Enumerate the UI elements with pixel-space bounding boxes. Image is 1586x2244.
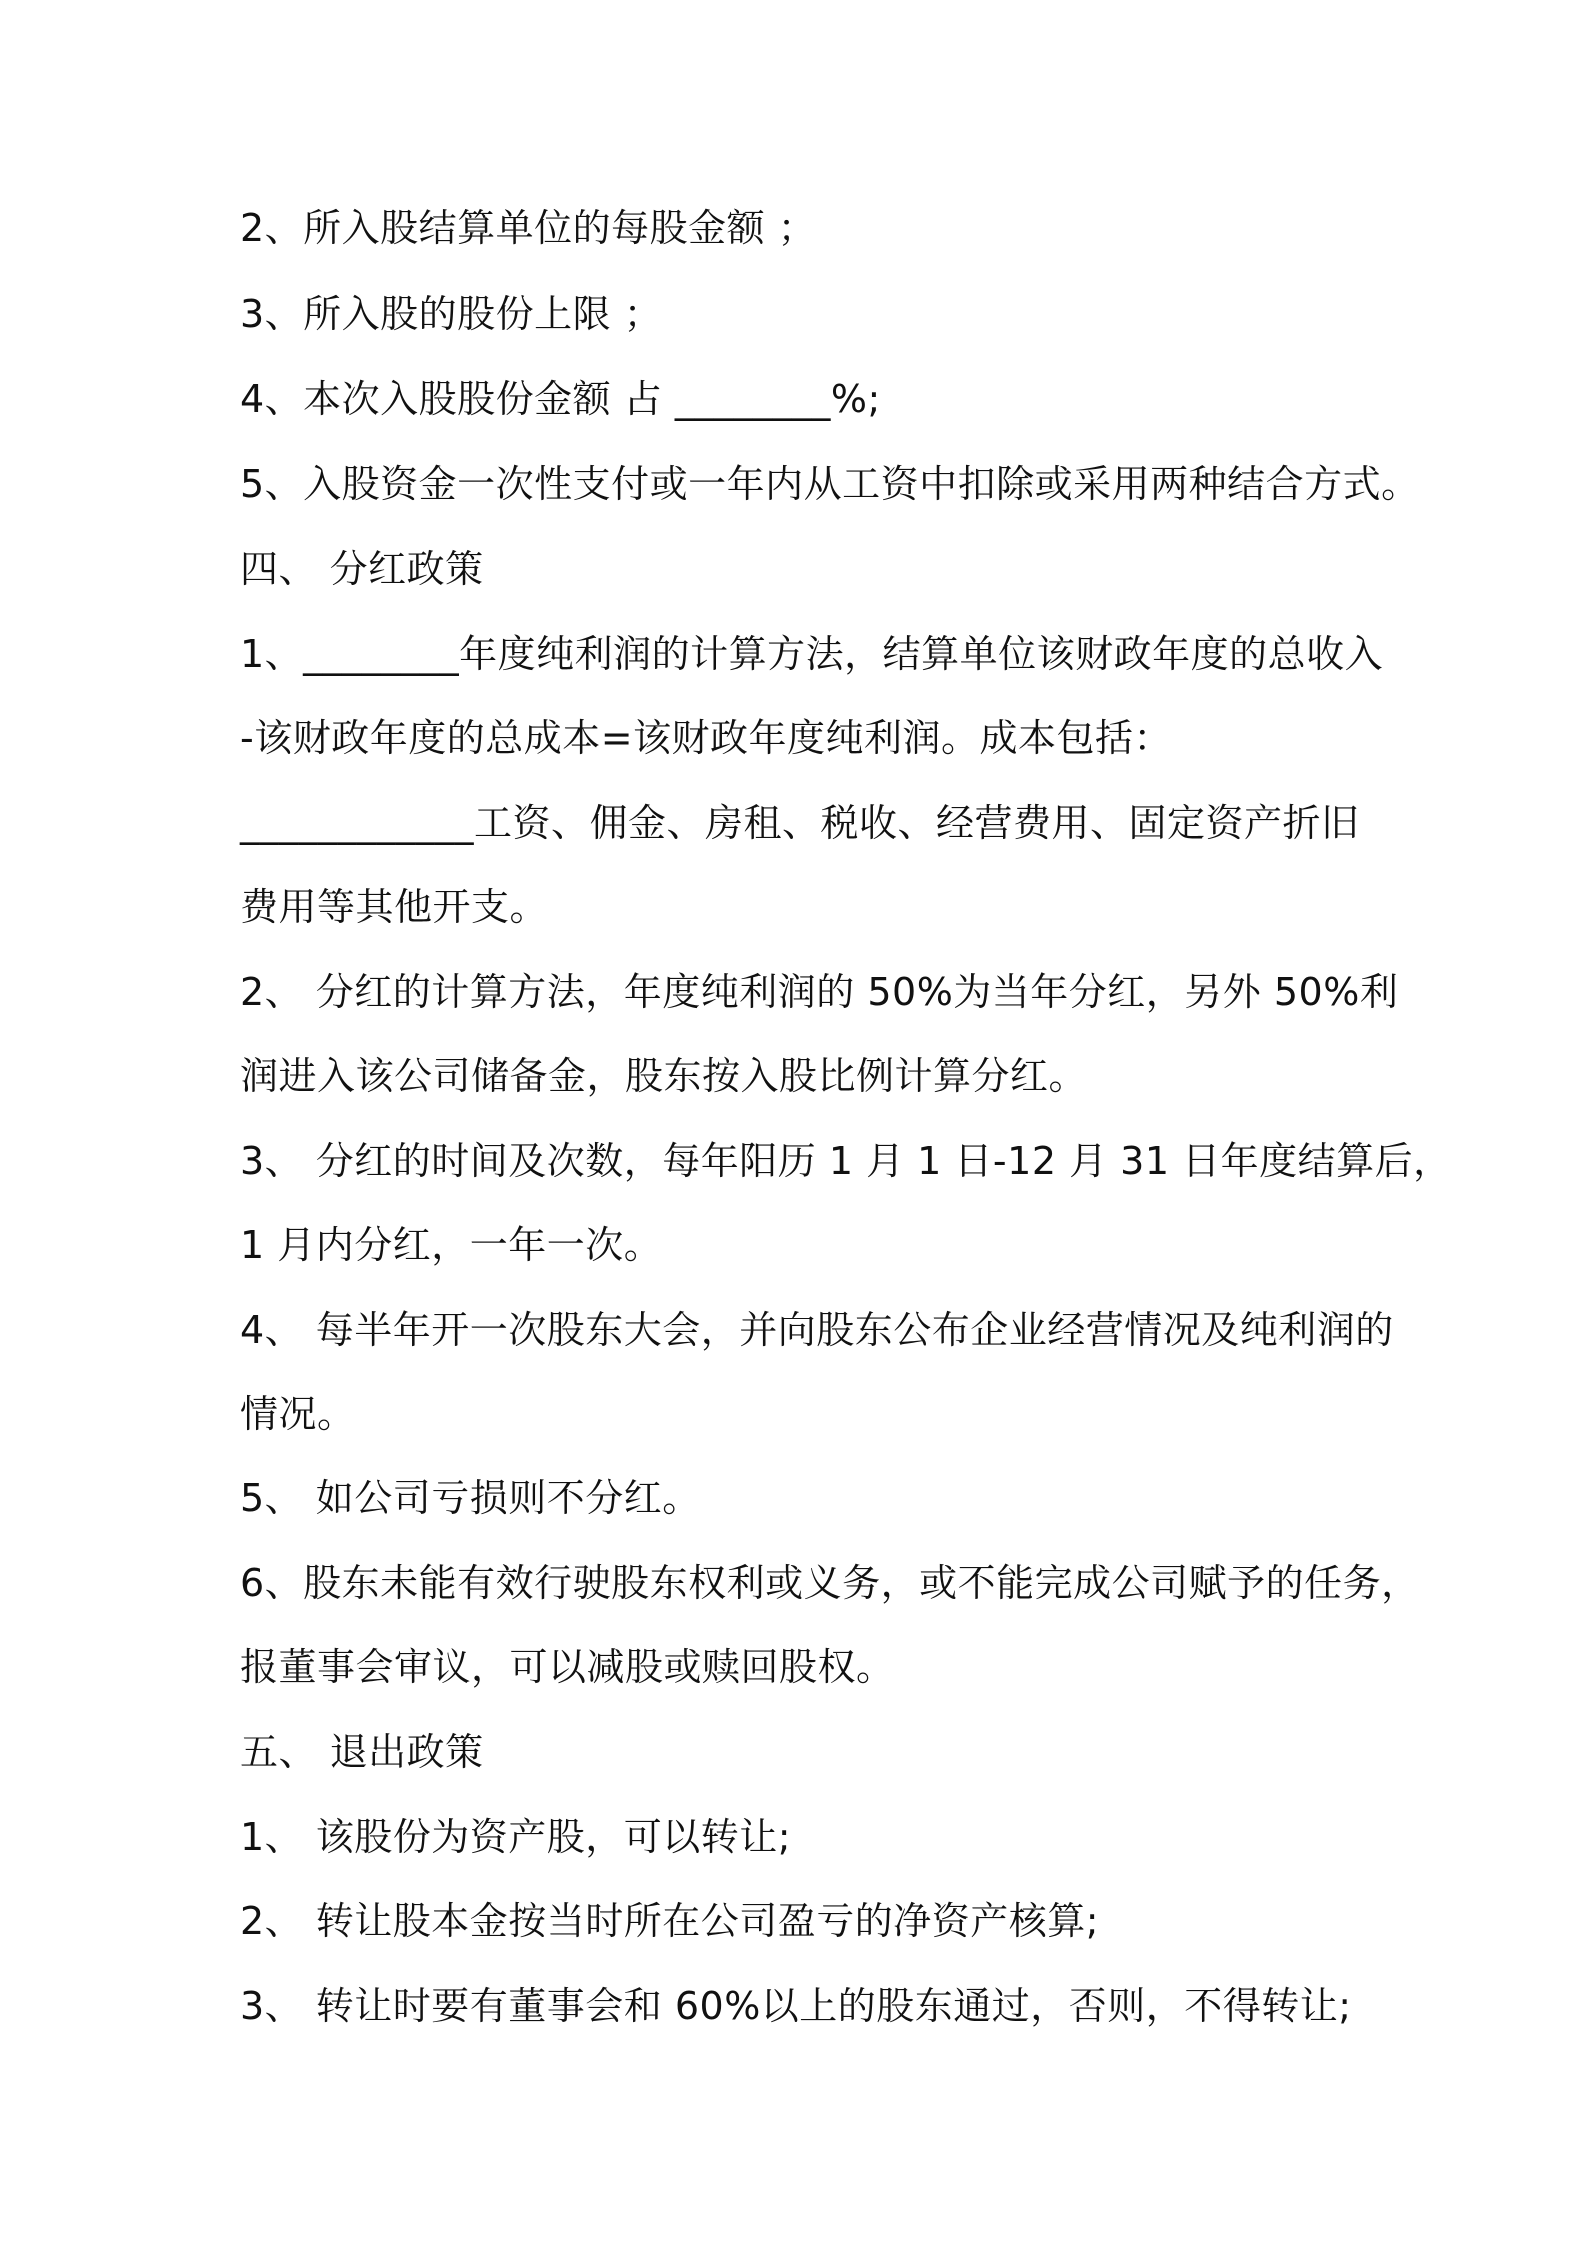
clause-3-share-limit: 3、所入股的股份上限 ； <box>240 292 663 336</box>
dividend-clause-1-line-3: ____________工资、佣金、房租、税收、经营费用、固定资产折旧 <box>240 801 1360 845</box>
dividend-clause-3-line-1: 3、 分红的时间及次数，每年阳历 1 月 1 日-12 月 31 日年度结算后， <box>240 1139 1452 1183</box>
dividend-clause-1-line-4: 费用等其他开支。 <box>240 885 549 929</box>
dividend-clause-4-line-2: 情况。 <box>240 1392 356 1436</box>
clause-5-payment-method: 5、入股资金一次性支付或一年内从工资中扣除或采用两种结合方式。 <box>240 462 1420 506</box>
dividend-clause-3-line-2: 1 月内分红，一年一次。 <box>240 1223 663 1267</box>
section-heading-dividend-policy: 四、 分红政策 <box>240 547 484 591</box>
dividend-clause-6-line-1: 6、股东未能有效行驶股东权利或义务，或不能完成公司赋予的任务， <box>240 1561 1420 1605</box>
dividend-clause-6-line-2: 报董事会审议，可以减股或赎回股权。 <box>240 1645 895 1689</box>
exit-clause-1: 1、 该股份为资产股，可以转让; <box>240 1815 792 1859</box>
exit-clause-3: 3、 转让时要有董事会和 60%以上的股东通过，否则，不得转让; <box>240 1984 1352 2028</box>
clause-2-share-amount: 2、所入股结算单位的每股金额 ； <box>240 206 817 250</box>
clause-4-share-percentage: 4、本次入股股份金额 占 ________%; <box>240 377 881 421</box>
dividend-clause-4-line-1: 4、 每半年开一次股东大会，并向股东公布企业经营情况及纯利润的 <box>240 1308 1394 1352</box>
exit-clause-2: 2、 转让股本金按当时所在公司盈亏的净资产核算; <box>240 1899 1100 1943</box>
dividend-clause-5: 5、 如公司亏损则不分红。 <box>240 1476 701 1520</box>
section-heading-exit-policy: 五、 退出政策 <box>240 1730 484 1774</box>
dividend-clause-1-line-2: -该财政年度的总成本=该财政年度纯利润。成本包括： <box>240 716 1173 760</box>
dividend-clause-2-line-1: 2、 分红的计算方法，年度纯利润的 50%为当年分红，另外 50%利 <box>240 970 1399 1014</box>
dividend-clause-1-line-1: 1、________年度纯利润的计算方法，结算单位该财政年度的总收入 <box>240 632 1384 676</box>
dividend-clause-2-line-2: 润进入该公司储备金，股东按入股比例计算分红。 <box>240 1054 1088 1098</box>
